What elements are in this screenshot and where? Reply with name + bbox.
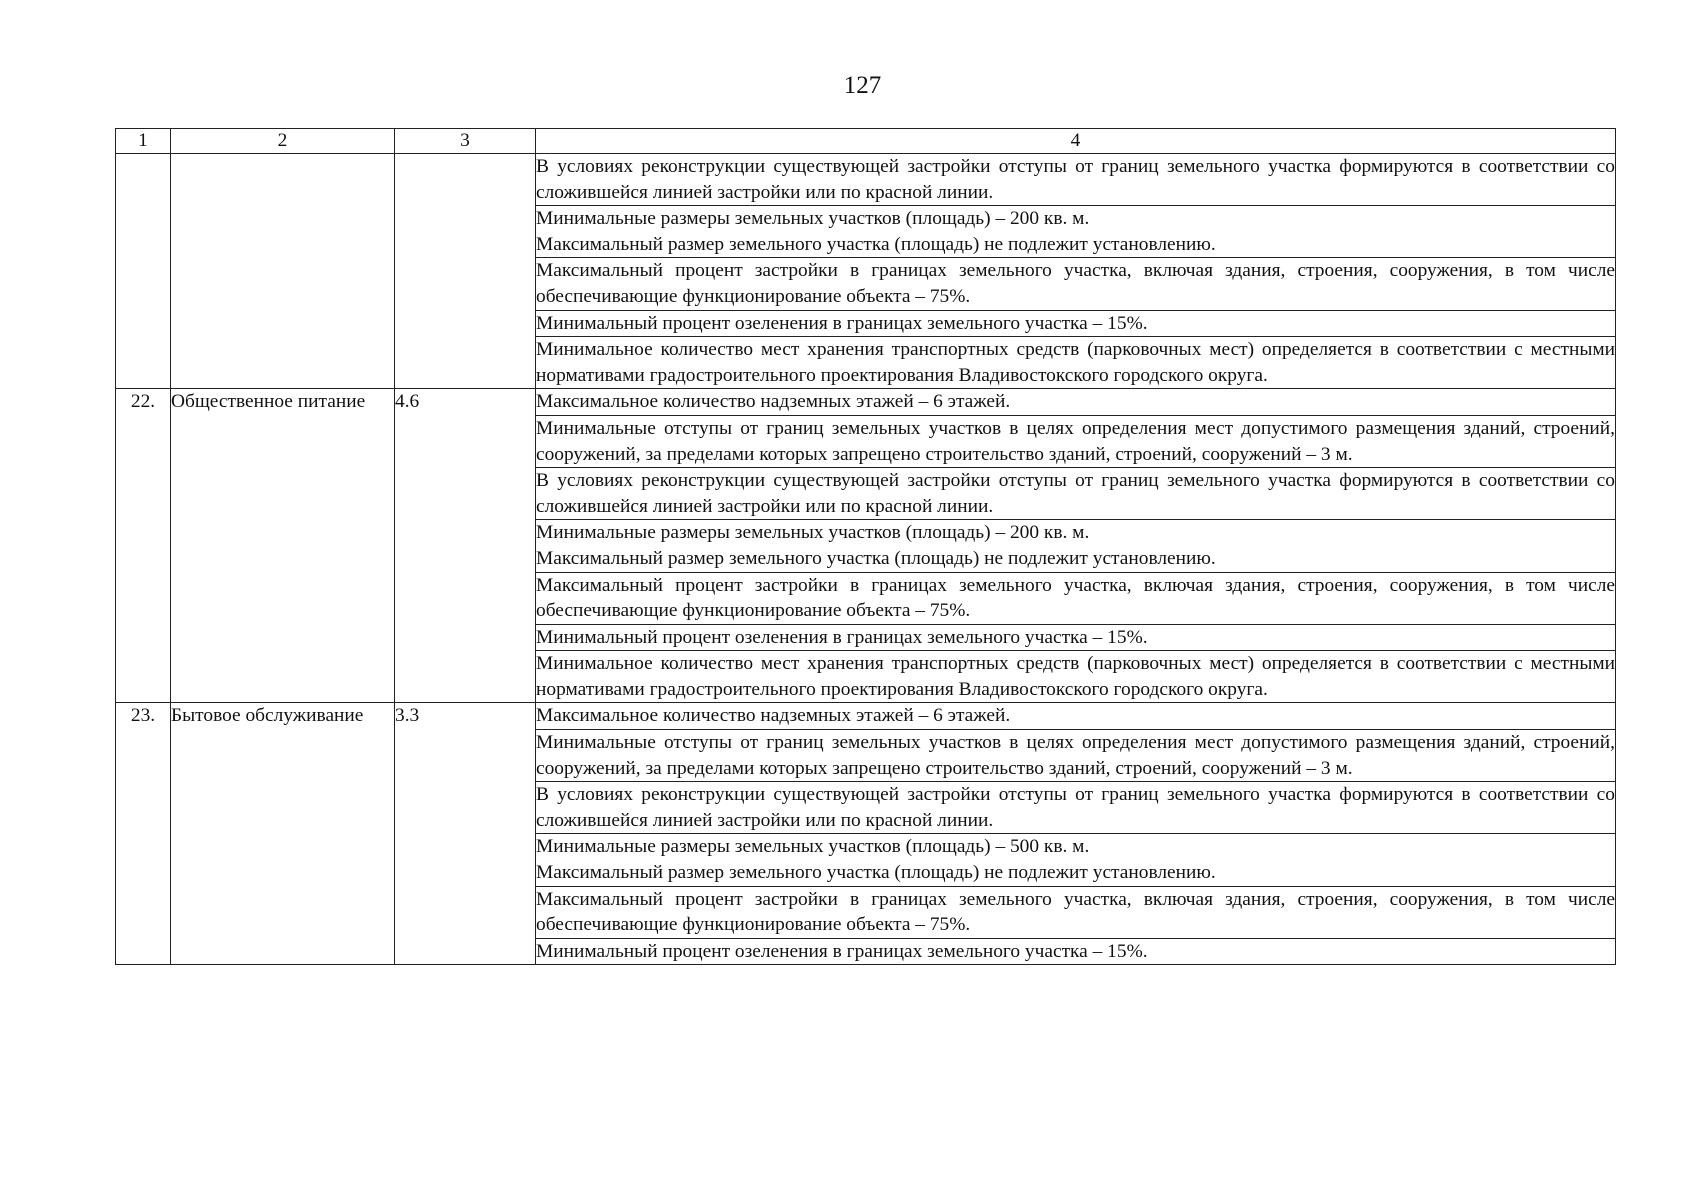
land-use-code: [395, 154, 536, 389]
condition-text: Минимальный процент озеленения в границах земельного участка – 15%.: [536, 312, 1148, 334]
condition-text: Максимальный процент застройки в границах земельного участка, включая здания, строения, сооружения, в том числе обеспечивающие функционирование объекта – 75%.: [536, 574, 1615, 622]
land-use-name: [171, 154, 395, 389]
condition-text: Максимальный размер земельного участка (площадь) не подлежит установлению.: [536, 233, 1216, 255]
condition-cell: [536, 782, 1616, 834]
condition-cell: [536, 258, 1616, 310]
condition-text: Минимальные размеры земельных участков (площадь) – 500 кв. м.: [536, 836, 1090, 858]
condition-text: Максимальный процент застройки в границах земельного участка, включая здания, строения, сооружения, в том числе обеспечивающие функционирование объекта – 75%.: [536, 260, 1615, 307]
condition-cell: [536, 154, 1616, 206]
condition-text: Максимальный размер земельного участка (площадь) не подлежит установлению.: [536, 862, 1216, 884]
table-body: [116, 154, 1616, 965]
condition-text: Минимальный процент озеленения в границах земельного участка – 15%.: [536, 940, 1148, 962]
condition-cell: [536, 651, 1616, 703]
condition-cell: [536, 624, 1616, 651]
condition-cell: [536, 520, 1616, 572]
condition-text: Максимальное количество надземных этажей – 6 этажей.: [536, 705, 1011, 727]
column-number-row: [116, 129, 1616, 154]
condition-cell: [536, 572, 1616, 624]
column-header: 2: [171, 129, 395, 154]
condition-cell: [536, 337, 1616, 389]
condition-cell: [536, 834, 1616, 886]
column-header: 1: [116, 129, 171, 154]
page-number: 127: [843, 72, 882, 99]
condition-text: В условиях реконструкции существующей застройки отступы от границ земельного участка формируются в соответствии со сложившейся линией застройки или по красной линии.: [536, 784, 1615, 831]
condition-text: Минимальные отступы от границ земельных участков в целях определения мест допустимого размещения зданий, строений, сооружений, за пределами которых запрещено строительство зданий, строений, сооружений – 3 м.: [536, 732, 1615, 779]
condition-cell: [536, 938, 1616, 965]
land-use-name: Бытовое обслуживание: [171, 703, 395, 965]
condition-cell: [536, 703, 1616, 730]
row-number: [116, 154, 171, 389]
condition-text: В условиях реконструкции существующей застройки отступы от границ земельного участка формируются в соответствии со сложившейся линией застройки или по красной линии.: [536, 470, 1615, 517]
condition-text: Максимальное количество надземных этажей – 6 этажей.: [536, 391, 1011, 413]
row-number: 23.: [116, 703, 171, 965]
row-number: 22.: [116, 389, 171, 703]
condition-cell: [536, 206, 1616, 258]
condition-text: Минимальное количество мест хранения транспортных средств (парковочных мест) определяется в соответствии с местными нормативами градостроительного проектирования Владивостокского городского округа.: [536, 653, 1615, 700]
condition-text: Минимальный процент озеленения в границах земельного участка – 15%.: [536, 626, 1148, 648]
column-header: 4: [536, 129, 1616, 154]
land-use-code: 4.6: [395, 389, 536, 703]
condition-text: Максимальный процент застройки в границах земельного участка, включая здания, строения, сооружения, в том числе обеспечивающие функционирование объекта – 75%.: [536, 888, 1615, 936]
condition-cell: [536, 415, 1616, 467]
condition-cell: [536, 730, 1616, 782]
table-row: [116, 703, 1616, 730]
condition-text: В условиях реконструкции существующей застройки отступы от границ земельного участка формируются в соответствии со сложившейся линией застройки или по красной линии.: [536, 156, 1615, 203]
column-header: 3: [395, 129, 536, 154]
condition-text: Минимальное количество мест хранения транспортных средств (парковочных мест) определяется в соответствии с местными нормативами градостроительного проектирования Владивостокского городского округа.: [536, 339, 1615, 386]
condition-text: Минимальные размеры земельных участков (площадь) – 200 кв. м.: [536, 208, 1090, 230]
condition-cell: [536, 310, 1616, 337]
table-row: [116, 154, 1616, 206]
table-row: [116, 389, 1616, 416]
condition-text: Максимальный размер земельного участка (площадь) не подлежит установлению.: [536, 547, 1216, 569]
condition-text: Минимальные отступы от границ земельных участков в целях определения мест допустимого размещения зданий, строений, сооружений, за пределами которых запрещено строительство зданий, строений, сооружений – 3 м.: [536, 417, 1615, 465]
condition-cell: [536, 886, 1616, 938]
land-use-name: Общественное питание: [171, 389, 395, 703]
regulations-table: [115, 128, 1616, 965]
condition-text: Минимальные размеры земельных участков (площадь) – 200 кв. м.: [536, 522, 1090, 544]
condition-cell: [536, 389, 1616, 416]
condition-cell: [536, 468, 1616, 520]
land-use-code: 3.3: [395, 703, 536, 965]
